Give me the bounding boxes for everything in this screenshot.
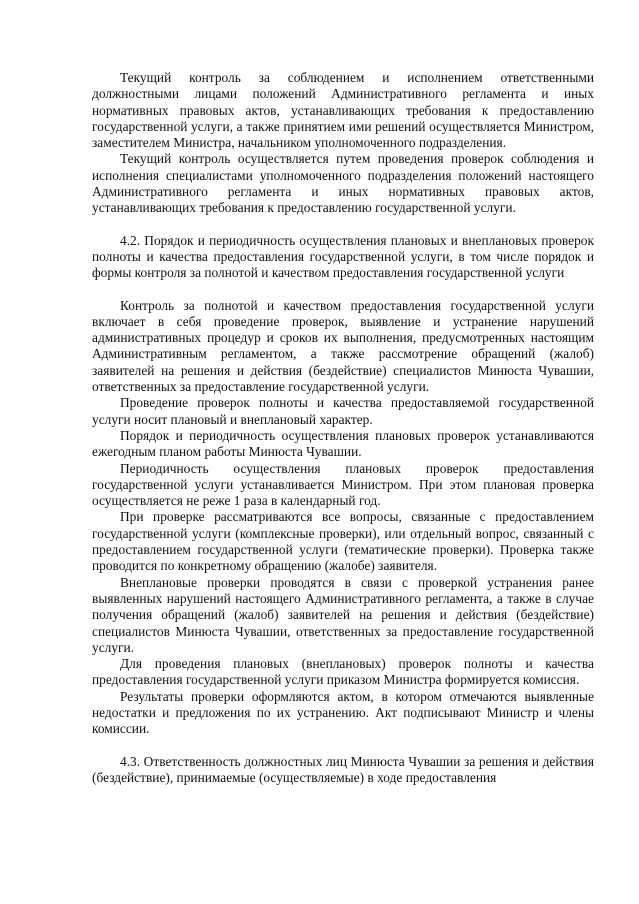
section-heading-4-2: 4.2. Порядок и периодичность осуществления плановых и внеплановых проверок полноты и качества предоставления государственной услуги, в том числе порядок и формы контроля за полнотой и качеством предоставления государственной услуги — [92, 232, 594, 281]
paragraph-check-types: Проведение проверок полноты и качества предоставляемой государственной услуги носит плановый и внеплановый характер. — [92, 395, 594, 427]
spacer — [92, 738, 594, 754]
paragraph-results: Результаты проверки оформляются актом, в котором отмечаются выявленные недостатки и предложения по их устранению. Акт подписывают Министр и члены комиссии. — [92, 688, 594, 737]
paragraph-quality-control: Контроль за полнотой и качеством предоставления государственной услуги включает в себя проведение проверок, выявление и устранение нарушений административных процедур и сроков их выполнения, предусмотренных настоящим Административным регламентом, а также рассмотрение обращений (жалоб) заявителей на решения и действия (бездействие) специалистов Минюста Чувашии, ответственных за предоставление государственной услуги. — [92, 297, 594, 395]
spacer — [92, 217, 594, 233]
section-heading-4-3: 4.3. Ответственность должностных лиц Минюста Чувашии за решения и действия (бездействие), принимаемые (осуществляемые) в ходе предоставления — [92, 753, 594, 785]
spacer — [92, 282, 594, 298]
paragraph-current-control: Текущий контроль за соблюдением и исполнением ответственными должностными лицами положений Административного регламента и иных нормативных правовых актов, устанавливающих требования к предоставлению государственной услуги, а также принятием ими решений осуществляется Министром, заместителем Министра, начальником уполномоченного подразделения. — [92, 70, 594, 151]
paragraph-commission: Для проведения плановых (внеплановых) проверок полноты и качества предоставления государственной услуги приказом Министра формируется комиссия. — [92, 656, 594, 688]
paragraph-current-control-checks: Текущий контроль осуществляется путем проведения проверок соблюдения и исполнения специалистами уполномоченного подразделения положений настоящего Административного регламента и иных нормативных правовых актов, устанавливающих требования к предоставлению государственной услуги. — [92, 151, 594, 216]
paragraph-periodicity: Периодичность осуществления плановых проверок предоставления государственной услуги устанавливается Министром. При этом плановая проверка осуществляется не реже 1 раза в календарный год. — [92, 460, 594, 509]
paragraph-unplanned-checks: Внеплановые проверки проводятся в связи с проверкой устранения ранее выявленных нарушений настоящего Административного регламента, а также в случае получения обращений (жалоб) заявителей на решения и действия (бездействие) специалистов Минюста Чувашии, ответственных за предоставление государственной услуги. — [92, 574, 594, 655]
paragraph-planned-order: Порядок и периодичность осуществления плановых проверок устанавливаются ежегодным планом работы Минюста Чувашии. — [92, 427, 594, 460]
paragraph-check-scope: При проверке рассматриваются все вопросы, связанные с предоставлением государственной услуги (комплексные проверки), или отдельный вопрос, связанный с предоставлением государственной услуги (тематические проверки). Проверка также проводится по конкретному обращению (жалобе) заявителя. — [92, 509, 594, 574]
document-page — [92, 70, 594, 786]
